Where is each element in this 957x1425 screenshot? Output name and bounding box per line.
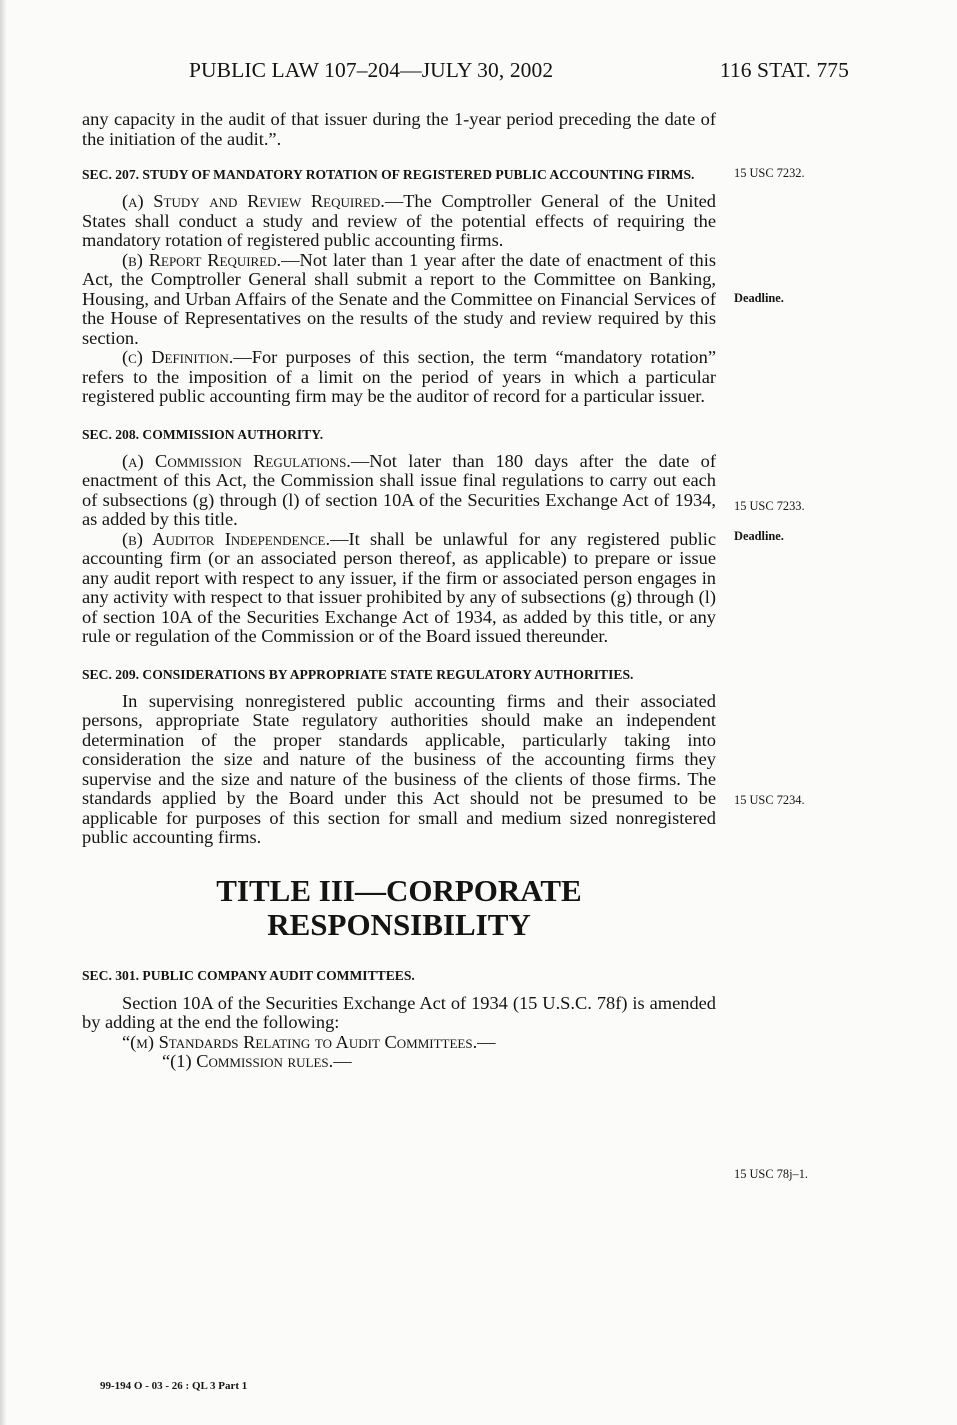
sec-208-heading: SEC. 208. COMMISSION AUTHORITY. (82, 426, 324, 442)
sec-208-a-label: (a) Commission Regulations. (122, 450, 351, 471)
margin-note-deadline-2: Deadline. (734, 529, 784, 543)
sec-209-heading: SEC. 209. CONSIDERATIONS BY APPROPRIATE STATE REGULATORY AUTHORITIES. (82, 666, 634, 682)
sec-208-a-paragraph (82, 452, 716, 530)
sec-301-heading: SEC. 301. PUBLIC COMPANY AUDIT COMMITTEES. (82, 967, 415, 983)
sec-208-b-paragraph (82, 530, 716, 647)
sec-301-m-label: “(m) Standards Relating to Audit Committees.— (122, 1031, 496, 1052)
sec-207-a-paragraph (82, 192, 716, 251)
sec-208-b-label: (b) Auditor Independence. (122, 528, 331, 549)
main-text (82, 110, 716, 1072)
sec-207-b-paragraph (82, 251, 716, 349)
sec-301-paragraph: Section 10A of the Securities Exchange Act of 1934 (15 U.S.C. 78f) is amended by adding at the end the following: (82, 992, 716, 1032)
sec-207-b-text: —Not later than 1 year after the date of enactment of this Act, the Comptroller General shall submit a report to the Committee on Banking, Housing, and Urban Affairs of the Senate and the Committee on Financial Services of the House of Representatives on the results of the study and review required by this section. (82, 249, 716, 348)
sec-301-m1-label: “(1) Commission rules.— (162, 1051, 352, 1071)
sec-207-a-text: —The Comptroller General of the United States shall conduct a study and review of the potential effects of requiring the mandatory rotation of registered public accounting firms. (82, 191, 717, 250)
sec-207-a-label: (a) Study and Review Required. (122, 191, 385, 211)
sec-301-m-line (82, 1033, 716, 1053)
title-iii-line-1: TITLE III—CORPORATE (216, 872, 582, 908)
title-iii-heading (82, 874, 716, 942)
running-head (189, 58, 849, 83)
margin-note-15-usc-7232: 15 USC 7232. (734, 166, 805, 180)
running-head-title: PUBLIC LAW 107–204—JULY 30, 2002 (189, 58, 554, 82)
margin-note-15-usc-78j-1: 15 USC 78j–1. (734, 1167, 809, 1181)
margin-note-15-usc-7233: 15 USC 7233. (734, 499, 805, 513)
sec-301-m1-line (82, 1052, 716, 1072)
sec-207-c-label: (c) Definition. (122, 347, 234, 367)
margin-note-deadline-1: Deadline. (734, 291, 784, 305)
sec-207-c-text: —For purposes of this section, the term “mandatory rotation” refers to the imposition of a limit on the period of years in which a particular registered public accounting firm may be the auditor of record for a particular issuer. (82, 347, 716, 406)
sec-207-c-paragraph (82, 348, 716, 407)
sec-208-a-text: —Not later than 180 days after the date of enactment of this Act, the Commission shall issue final regulations to carry out each of subsections (g) through (l) of section 10A of the Securities Exchange Act of 1934, as added by this title. (82, 450, 716, 529)
sec-207-heading: SEC. 207. STUDY OF MANDATORY ROTATION OF REGISTERED PUBLIC ACCOUNTING FIRMS. (82, 167, 695, 182)
sec-208-b-text: —It shall be unlawful for any registered public accounting firm (or an associated person thereof, as applicable) to prepare or issue any audit report with respect to any issuer, if the firm or associated person engages in any activity with respect to that issuer prohibited by any of subsections (g) through (l) of section 10A of the Securities Exchange Act of 1934, as added by this title, or any rule or regulation of the Commission or of the Board issued thereunder. (82, 528, 716, 646)
carryover-paragraph: any capacity in the audit of that issuer during the 1-year period preceding the date of the initiation of the audit.”. (82, 109, 716, 149)
page-edge-shadow (0, 0, 7, 1425)
sec-209-paragraph: In supervising nonregistered public accounting firms and their associated persons, appropriate State regulatory authorities should make an independent determination of the proper standards applicable, particularly taking into consideration the size and nature of the business of the accounting firms they supervise and the size and nature of the business of the clients of those firms. The standards applied by the Board under this Act should not be presumed to be applicable for purposes of this section for small and medium sized nonregistered public accounting firms. (82, 690, 716, 847)
sec-207-b-label: (b) Report Required. (122, 249, 282, 270)
footer-print-code: 99-194 O - 03 - 26 : QL 3 Part 1 (100, 1380, 248, 1392)
margin-note-15-usc-7234: 15 USC 7234. (734, 793, 805, 807)
stat-page-number: 116 STAT. 775 (719, 58, 849, 82)
title-iii-line-2: RESPONSIBILITY (267, 906, 531, 942)
